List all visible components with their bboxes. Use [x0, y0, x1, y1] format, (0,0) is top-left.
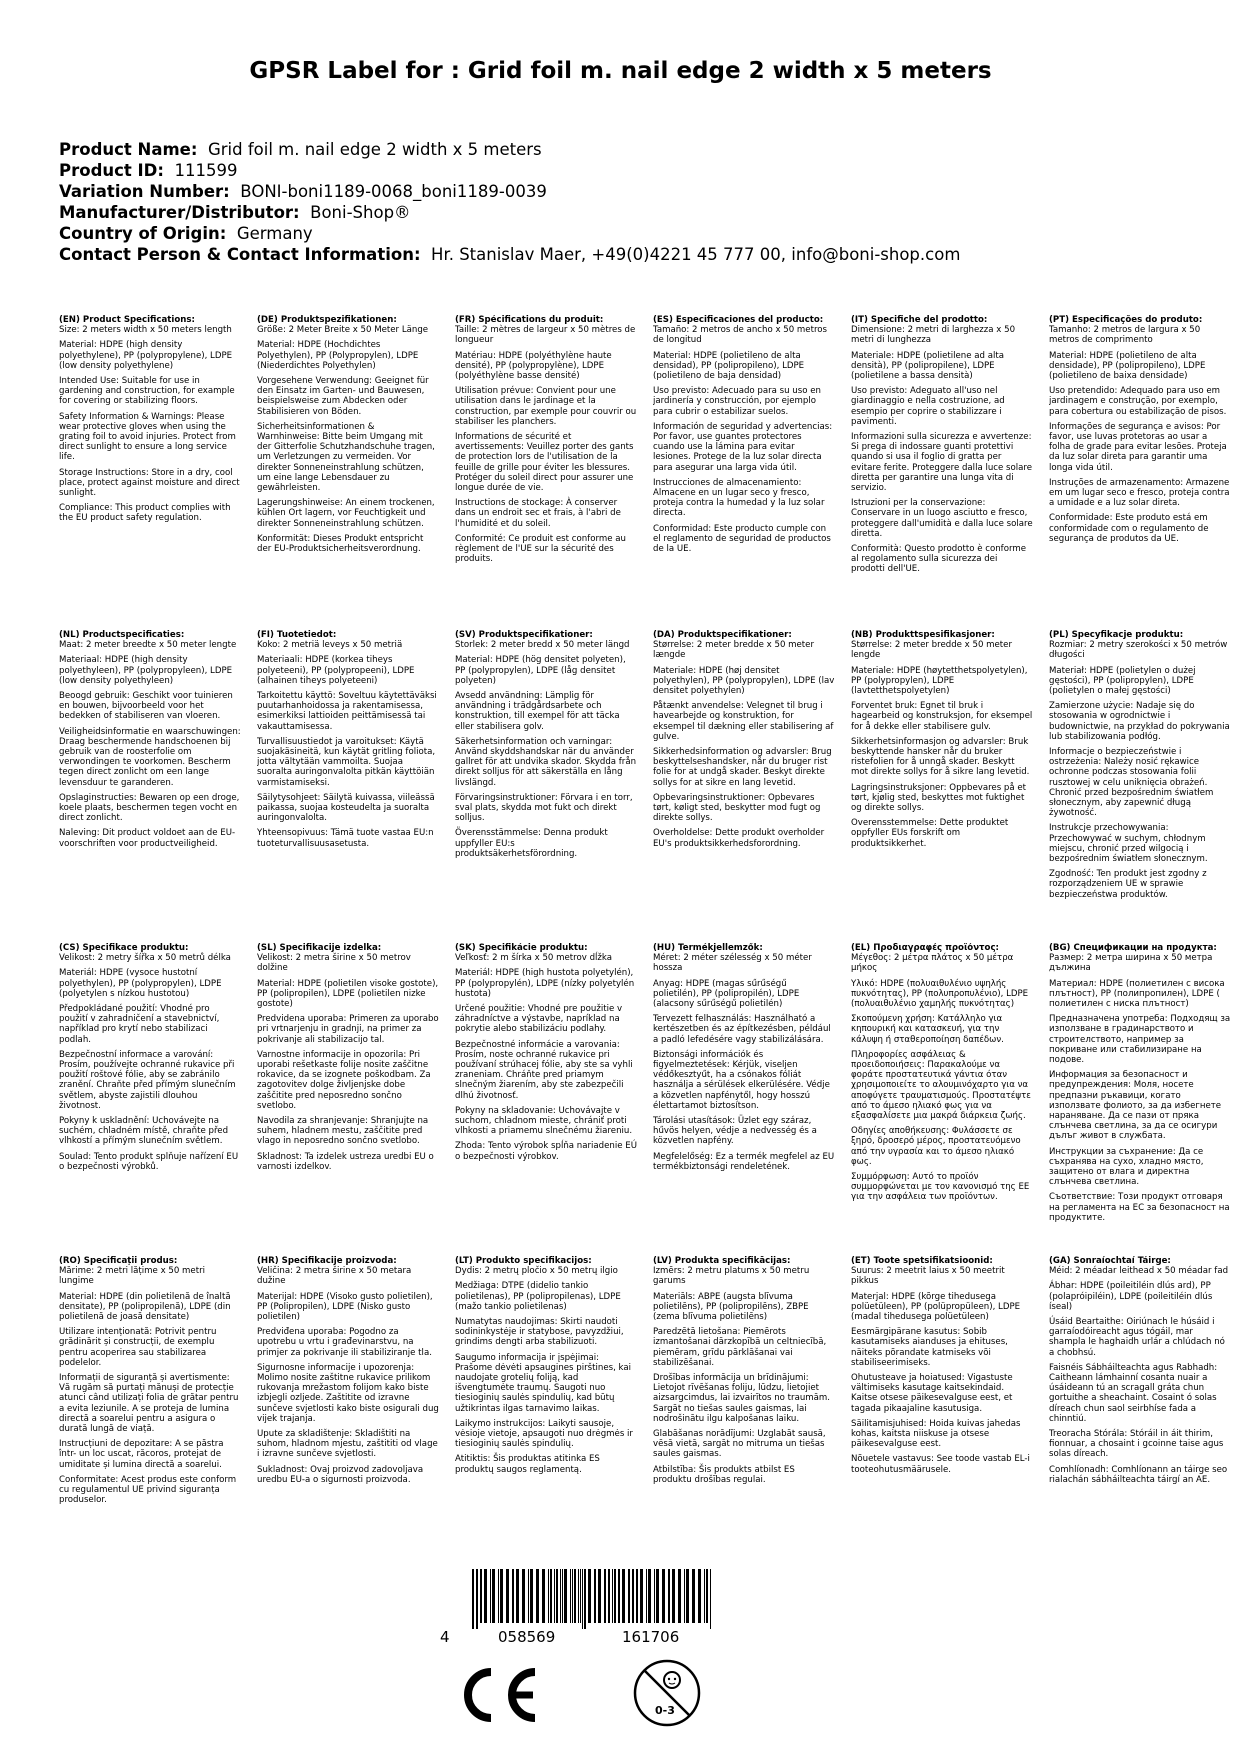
spec-line: Συμμόρφωση: Αυτό το προϊόν συμμορφώνεται με τον κανονισμό της ΕΕ για την ασφάλεια των προϊόντων.	[851, 1172, 1030, 1203]
spec-line: Material: HDPE (hög densitet polyeten), PP (polypropylen), LDPE (låg densitet polyeten)	[455, 655, 626, 686]
spec-line: Eesmärgipärane kasutus: Sobib kasutamiseks aianduses ja ehituses, näiteks põrandate katmiseks või stabiliseerimiseks.	[851, 1327, 1008, 1368]
spec-block	[653, 315, 835, 623]
spec-line: Μέγεθος: 2 μέτρα πλάτος x 50 μέτρα μήκος	[851, 953, 1014, 974]
spec-block-heading: (SK) Špecifikácie produktu:	[455, 943, 588, 953]
info-label: Variation Number:	[59, 182, 230, 201]
spec-line: Naleving: Dit product voldoet aan de EU-voorschriften voor productveiligheid.	[59, 828, 236, 849]
barcode-bar	[574, 1569, 576, 1623]
spec-line: Saugumo informacija ir įspėjimai: Prašome dėvėti apsaugines pirštines, kai naudojate grotelių foliją, kad išvengtumėte traumų. Saugoti nuo tiesioginių saulės spindulių, kad būtų užtikrintas ilgas tarnavimo laikas.	[455, 1352, 632, 1414]
spec-block	[653, 630, 835, 938]
barcode-digits-middle: 058569	[498, 1628, 556, 1646]
info-row-manufacturer	[59, 202, 960, 223]
spec-block-heading: (PL) Specyfikacje produktu:	[1049, 630, 1184, 640]
barcode-bar	[706, 1569, 708, 1623]
spec-line: Laikymo instrukcijos: Laikyti sausoje, vėsioje vietoje, apsaugoti nuo drėgmės ir tiesioginių saulės spindulių.	[455, 1418, 633, 1450]
spec-block	[59, 1256, 241, 1556]
spec-line: Överensstämmelse: Denna produkt uppfyller EU:s produktsäkerhetsförordning.	[455, 828, 608, 859]
spec-line: Méret: 2 méter szélesség x 50 méter hossza	[653, 953, 812, 974]
spec-line: Storage Instructions: Store in a dry, cool place, protect against moisture and direct sunlight.	[59, 467, 240, 499]
spec-block	[59, 315, 241, 623]
spec-block	[455, 1256, 637, 1556]
spec-line: Suurus: 2 meetrit laius x 50 meetrit pikkus	[851, 1266, 1005, 1287]
spec-line: Atbilstība: Šis produkts atbilst ES produktu drošības regulai.	[653, 1464, 795, 1485]
spec-line: Navodila za shranjevanje: Shranjujte na suhem, hladnem mestu, zaščitite pred vlago in neposredno sončno svetlobo.	[257, 1116, 429, 1147]
spec-line: Οδηγίες αποθήκευσης: Φυλάσσετε σε ξηρό, δροσερό μέρος, προστατευόμενο από την υγρασία και το άμεσο ηλιακό φως.	[851, 1126, 1021, 1167]
spec-line: Informazioni sulla sicurezza e avvertenze: Si prega di indossare guanti protettivi quando si usa il foglio di gratta per evitare ferite. Proteggere dalla luce solare diretta per garantire una lunga vita di servizio.	[851, 432, 1033, 494]
spec-line: Materiale: HDPE (høj densitet polyethylen), PP (polypropylen), LDPE (lav densitet polyethylen)	[653, 665, 835, 697]
spec-line: Conformitate: Acest produs este conform cu regulamentul UE privind siguranța produselor.	[59, 1474, 237, 1506]
barcode-bar	[710, 1569, 711, 1629]
spec-block-heading: (BG) Спецификации на продукта:	[1049, 943, 1217, 953]
spec-line: Material: HDPE (polietilen visoke gostote), PP (polipropilen), LDPE (polietilen nizke gostote)	[257, 978, 439, 1010]
barcode-bar	[528, 1569, 529, 1623]
spec-block	[851, 630, 1033, 938]
barcode-bar	[648, 1569, 651, 1623]
spec-line: Tarkoitettu käyttö: Soveltuu käytettäväksi puutarhanhoidossa ja rakentamisessa, esimerkiksi lattioiden peittämisessä tai vakauttamisessa.	[257, 691, 437, 732]
barcode	[470, 1569, 714, 1629]
spec-line: Bezpečnostné informácie a varovania: Prosím, noste ochranné rukavice pri používaní strúhacej fólie, aby ste sa vyhli zraneniam. Chráňte pred priamym slnečným žiarením, aby ste zabezpečili dlhú životnosť.	[455, 1039, 633, 1101]
barcode-bar	[656, 1569, 659, 1623]
spec-block	[653, 943, 835, 1251]
spec-line: Dydis: 2 metrų pločio x 50 metrų ilgio	[455, 1266, 618, 1277]
spec-block-heading: (CS) Specifikace produktu:	[59, 943, 189, 953]
spec-line: Tervezett felhasználás: Használható a kertészetben és az építkezésben, például a padló lefedésére vagy stabilizálására.	[653, 1014, 831, 1045]
spec-line: Varnostne informacije in opozorila: Pri uporabi rešetkaste folije nosite zaščitne rokavice, da se izognete poškodbam. Za zagotovitev dolge življenjske dobe zaščitite pred neposredno sončno svetlobo.	[257, 1049, 431, 1111]
spec-block-heading: (NL) Productspecificaties:	[59, 630, 185, 640]
spec-line: Treoracha Stórála: Stóráil in áit thirim, fionnuar, a chosaint i gcoinne taise agus solas díreach.	[1049, 1429, 1224, 1460]
spec-block-heading: (IT) Specifiche del prodotto:	[851, 315, 988, 325]
barcode-digits-right: 161706	[622, 1628, 680, 1646]
spec-block	[851, 315, 1033, 623]
spec-line: Izmērs: 2 metru platums x 50 metru garums	[653, 1266, 810, 1287]
spec-line: Uso previsto: Adeguato all'uso nel giardinaggio e nella costruzione, ad esempio per coprire o stabilizzare i pavimenti.	[851, 386, 1005, 427]
spec-line: Materiál: HDPE (high hustota polyetylén), PP (polypropylén), LDPE (nízky polyetylén hustota)	[455, 968, 635, 999]
spec-line: Материал: HDPE (полиетилен с висока плътност), PP (полипропилен), LDPE ( полиетилен с ниска плътност)	[1049, 978, 1225, 1010]
barcode-bar	[556, 1569, 558, 1623]
barcode-bar	[516, 1569, 519, 1623]
info-row-variation-number	[59, 181, 960, 202]
spec-block-heading: (RO) Specificații produs:	[59, 1256, 178, 1266]
spec-line: Conformité: Ce produit est conforme au règlement de l'UE sur la sécurité des produits.	[455, 533, 626, 565]
barcode-digit-left: 4	[440, 1628, 450, 1646]
barcode-bar	[550, 1569, 552, 1623]
spec-line: Ohutusteave ja hoiatused: Vigastuste vältimiseks kasutage kaitsekindaid. Kaitse otsese päikesevalguse eest, et tagada pikaajaline kasutusiga.	[851, 1373, 1013, 1414]
spec-line: Σκοπούμενη χρήση: Κατάλληλο για κηπουρική και κατασκευή, για την κάλυψη ή σταθεροποίηση δαπέδων.	[851, 1014, 1004, 1045]
spec-line: Informações de segurança e avisos: Por favor, use luvas protetoras ao usar a folha de grade para evitar lesões. Proteja da luz solar direta para garantir uma longa vida útil.	[1049, 421, 1227, 473]
spec-line: Tamaño: 2 metros de ancho x 50 metros de longitud	[653, 325, 828, 346]
spec-line: Информация за безопасност и предупреждения: Моля, носете предпазни ръкавици, когато използвате фолиото, за да избегнете нараняване. Да се пази от пряка слънчева светлина, за да се осигури дълъг живот в службата.	[1049, 1070, 1222, 1142]
spec-line: Material: HDPE (high density polyethylene), PP (polypropylene), LDPE (low density polyethylene)	[59, 340, 233, 371]
spec-line: Beoogd gebruik: Geschikt voor tuinieren en bouwen, bijvoorbeeld voor het bedekken of stabiliseren van vloeren.	[59, 691, 233, 722]
spec-block-heading: (DE) Produktspezifikationen:	[257, 315, 397, 325]
spec-line: Instrukcje przechowywania: Przechowywać w suchym, chłodnym miejscu, chronić przed wilgocią i bezpośrednim światłem słonecznym.	[1049, 823, 1208, 865]
spec-line: Påtænkt anvendelse: Velegnet til brug i havearbejde og konstruktion, for eksempel til dækning eller stabilisering af gulve.	[653, 701, 834, 742]
spec-line: Istruzioni per la conservazione: Conservare in un luogo asciutto e fresco, proteggere dall'umidità e dalla luce solare diretta.	[851, 498, 1033, 539]
spec-line: Förvaringsinstruktioner: Förvara i en torr, sval plats, skydda mot fukt och direkt solljus.	[455, 792, 633, 824]
spec-line: Skladnost: Ta izdelek ustreza uredbi EU o varnosti izdelkov.	[257, 1151, 434, 1172]
spec-line: Größe: 2 Meter Breite x 50 Meter Länge	[257, 325, 429, 336]
barcode-bar	[646, 1569, 647, 1623]
info-label: Product ID:	[59, 161, 164, 180]
spec-line: Safety Information & Warnings: Please wear protective gloves when using the grating foil to avoid injuries. Protect from direct sunlight to ensure a long service life.	[59, 411, 236, 463]
barcode-bar	[672, 1569, 675, 1623]
spec-line: Maat: 2 meter breedte x 50 meter lengte	[59, 640, 237, 651]
spec-line: Anyag: HDPE (magas sűrűségű polietilén), PP (polipropilén), LDPE (alacsony sűrűségű polietilén)	[653, 978, 800, 1010]
spec-line: Koko: 2 metriä leveys x 50 metriä	[257, 640, 403, 651]
spec-block	[1049, 1256, 1231, 1556]
spec-line: Overholdelse: Dette produkt overholder EU's produktsikkerhedsforordning.	[653, 828, 825, 849]
spec-block	[257, 630, 439, 938]
spec-line: Πληροφορίες ασφάλειας & προειδοποιήσεις: Παρακαλούμε να φοράτε προστατευτικά γάντια όταν χρησιμοποιείτε το αλουμινόχαρτο για να αποφύγετε τραυματισμούς. Προστατέψτε από το άμεσο ηλιακό φως για να εξασφαλίσετε μια μακρά διάρκεια ζωής.	[851, 1049, 1031, 1122]
spec-line: Material: HDPE (polietileno de alta densidad), PP (polipropileno), LDPE (polietileno de baja densidad)	[653, 350, 805, 382]
spec-block	[455, 315, 637, 623]
page-title: GPSR Label for : Grid foil m. nail edge 2 width x 5 meters	[249, 58, 992, 84]
spec-line: Rozmiar: 2 metry szerokości x 50 metrów długości	[1049, 640, 1228, 661]
spec-line: Conformidad: Este producto cumple con el reglamento de seguridad de productos de la UE.	[653, 523, 831, 555]
spec-block-heading: (GA) Sonraíochtaí Táirge:	[1049, 1256, 1171, 1266]
spec-line: Určené použitie: Vhodné pre použitie v záhradníctve a výstavbe, napríklad na pokrytie alebo stabilizáciu podlahy.	[455, 1004, 623, 1035]
spec-block-heading: (HU) Termékjellemzők:	[653, 943, 763, 953]
spec-block	[1049, 630, 1231, 938]
barcode-bar	[604, 1569, 606, 1623]
barcode-bar	[560, 1569, 561, 1623]
barcode-bar	[686, 1569, 689, 1623]
spec-line: Tamanho: 2 metros de largura x 50 metros de comprimento	[1049, 325, 1201, 346]
spec-line: Materiale: HDPE (høytetthetspolyetylen), PP (polypropylen), LDPE (lavtetthetspolyetylen)	[851, 665, 1028, 697]
info-value: BONI-boni1189-0068_boni1189-0039	[240, 182, 547, 201]
info-label: Country of Origin:	[59, 224, 227, 243]
info-row-contact	[59, 244, 960, 265]
spec-line: Megfelelőség: Ez a termék megfelel az EU termékbiztonsági rendeletének.	[653, 1151, 835, 1172]
spec-line: Material: HDPE (polietileno de alta densidade), PP (polipropileno), LDPE (polietileno de baixa densidade)	[1049, 350, 1206, 382]
spec-line: Materiaal: HDPE (high density polyethyleen), PP (polypropyleen), LDPE (low density polyethyleen)	[59, 655, 233, 686]
spec-line: Numatytas naudojimas: Skirti naudoti sodininkystėje ir statybose, pavyzdžiui, grindims dengti arba stabilizuoti.	[455, 1317, 624, 1348]
spec-line: Pokyny k uskladnění: Uchovávejte na suchém, chladném místě, chraňte před vlhkostí a přímým slunečním světlem.	[59, 1116, 229, 1147]
spec-line: Съответствие: Този продукт отговаря на регламента на ЕС за безопасност на продуктите.	[1049, 1192, 1230, 1223]
barcode-bar	[608, 1569, 610, 1623]
spec-line: Paredzētā lietošana: Piemērots izmantošanai dārzkopībā un celtniecībā, piemēram, grīdu pārklāšanai vai stabilizēšanai.	[653, 1327, 827, 1368]
spec-line: Faisnéis Sábháilteachta agus Rabhadh: Caitheann lámhainní cosanta nuair a úsáideann tú an scragall gráta chun gortuithe a sheachaint. Cosaint ó solas díreach chun saol seirbhíse fada a chinntiú.	[1049, 1362, 1218, 1424]
barcode-bar	[582, 1569, 583, 1629]
barcode-bar	[506, 1569, 509, 1623]
spec-line: Materiaali: HDPE (korkea tiheys polyeteeni), PP (polypropeeni), LDPE (alhainen tiheys polyeteeni)	[257, 655, 415, 686]
barcode-bar	[594, 1569, 596, 1623]
spec-line: Materijal: HDPE (Visoko gusto polietilen), PP (Polipropilen), LDPE (Nisko gusto polietilen)	[257, 1291, 433, 1323]
spec-block	[257, 315, 439, 623]
spec-line: Zgodność: Ten produkt jest zgodny z rozporządzeniem UE w sprawie bezpieczeństwa produktów.	[1049, 869, 1207, 900]
spec-block-heading: (PT) Especificações do produto:	[1049, 315, 1203, 325]
spec-line: Veličina: 2 metra širine x 50 metara dužine	[257, 1266, 412, 1287]
spec-line: Matériau: HDPE (polyéthylène haute densité), PP (polypropylène), LDPE (polyéthylène basse densité)	[455, 350, 612, 382]
spec-block-heading: (DA) Produktspecifikationer:	[653, 630, 792, 640]
barcode-bar	[530, 1569, 533, 1623]
spec-line: Инструкции за съхранение: Да се съхранява на сухо, хладно място, защитено от влага и директна слънчева светлина.	[1049, 1146, 1204, 1188]
info-row-product-id	[59, 160, 960, 181]
barcode-bar	[572, 1569, 573, 1623]
barcode-bar	[500, 1569, 503, 1623]
spec-block	[1049, 315, 1231, 623]
spec-line: Drošības informācija un brīdinājumi: Lietojot rīvēšanas foliju, lūdzu, lietojiet aizsargcimdus, lai izvairītos no traumām. Sargāt no tiešas saules gaismas, lai nodrošinātu ilgu kalpošanas laiku.	[653, 1373, 831, 1424]
spec-block	[851, 1256, 1033, 1556]
spec-block-heading: (FI) Tuotetiedot:	[257, 630, 337, 640]
spec-line: Lagringsinstruksjoner: Oppbevares på et tørt, kjølig sted, beskyttes mot fuktighet og direkte sollys.	[851, 782, 1027, 814]
spec-line: Instrucciones de almacenamiento: Almacene en un lugar seco y fresco, proteja contra la humedad y la luz solar directa.	[653, 477, 825, 519]
spec-line: Materiale: HDPE (polietilene ad alta densità), PP (polipropilene), LDPE (polietilene a bassa densità)	[851, 350, 1005, 382]
barcode-bar	[598, 1569, 601, 1623]
spec-line: Uso previsto: Adecuado para su uso en jardinería y construcción, por ejemplo para cubrir o estabilizar suelos.	[653, 386, 821, 417]
spec-block-heading: (EL) Προδιαγραφές προϊόντος:	[851, 943, 999, 953]
barcode-bar	[490, 1569, 491, 1623]
info-label: Manufacturer/Distributor:	[59, 203, 300, 222]
spec-line: Materjal: HDPE (kõrge tihedusega polüetüleen), PP (polüpropüleen), LDPE (madal tihedusega polüetüleen)	[851, 1291, 1021, 1323]
barcode-bar	[580, 1569, 581, 1623]
spec-block-heading: (LT) Produkto specifikacijos:	[455, 1256, 592, 1266]
spec-block	[1049, 943, 1231, 1251]
age-label: 0-3	[655, 1704, 675, 1717]
spec-line: Zhoda: Tento výrobok spĺňa nariadenie EÚ o bezpečnosti výrobkov.	[455, 1141, 637, 1162]
barcode-bar	[522, 1569, 525, 1623]
spec-line: Materiál: HDPE (vysoce hustotní polyethylen), PP (polypropylen), LDPE (polyetylen s nízkou hustotou)	[59, 968, 222, 999]
spec-line: Compliance: This product complies with the EU product safety regulation.	[59, 503, 231, 524]
barcode-bar	[492, 1569, 495, 1623]
spec-block-heading: (FR) Spécifications du produit:	[455, 315, 604, 325]
spec-block	[455, 943, 637, 1251]
spec-block	[59, 630, 241, 938]
barcode-bar	[512, 1569, 514, 1623]
barcode-bar	[570, 1569, 571, 1623]
spec-block-heading: (HR) Specifikacije proizvoda:	[257, 1256, 397, 1266]
spec-line: Ábhar: HDPE (poileitiléin dlús ard), PP (polapróipiléin), LDPE (poileitiléin dlús íseal)	[1049, 1281, 1213, 1312]
spec-line: Turvallisuustiedot ja varoitukset: Käytä suojakäsineitä, kun käytät gritling foliota, jotta vältytään vammoilta. Suojaa suoralta auringonvalolta pitkän käyttöiän varmistamiseksi.	[257, 736, 436, 788]
spec-line: Säilytysohjeet: Säilytä kuivassa, viileässä paikassa, suojaa kosteudelta ja suoralta auringonvalolta.	[257, 792, 435, 824]
spec-line: Instruções de armazenamento: Armazene em um lugar seco e fresco, proteja contra a umidade e a luz solar direta.	[1049, 477, 1230, 509]
spec-line: Säilitamisjuhised: Hoida kuivas jahedas kohas, kaitsta niiskuse ja otsese päikesevalguse eest.	[851, 1418, 1021, 1450]
barcode-bar	[684, 1569, 685, 1623]
barcode-bar	[542, 1569, 545, 1623]
barcode-bar	[698, 1569, 701, 1623]
spec-line: Úsáid Beartaithe: Oiriúnach le húsáid i garraíodóireacht agus tógáil, mar shampla le haghaidh urlár a chlúdach nó a chobhsú.	[1049, 1317, 1225, 1358]
info-value: Boni-Shop®	[310, 203, 411, 222]
spec-line: Predvidena uporaba: Primeren za uporabo pri vrtnarjenju in gradnji, na primer za pokrivanje ali stabilizacijo tal.	[257, 1014, 439, 1045]
spec-line: Størrelse: 2 meter bredde x 50 meter lengde	[851, 640, 1013, 661]
spec-block	[851, 943, 1033, 1251]
info-value: Germany	[236, 224, 313, 243]
barcode-bar	[692, 1569, 695, 1623]
barcode-bar	[562, 1569, 563, 1623]
spec-line: Taille: 2 mètres de largeur x 50 mètres de longueur	[455, 325, 636, 346]
spec-line: Säkerhetsinformation och varningar: Använd skyddshandskar när du använder gallret för att undvika skador. Skydda från direkt solljus för att säkerställa en lång livslängd.	[455, 736, 637, 788]
spec-line: Informații de siguranță și avertismente: Vă rugăm să purtați mănuși de protecție atunci când utilizați folia de grătar pentru a evita leziunile. A se proteja de lumina directă a soarelui pentru a asigura o durată lungă de viață.	[59, 1373, 239, 1435]
spec-line: Informations de sécurité et avertissements: Veuillez porter des gants de protection lors de l'utilisation de la feuille de grille pour éviter les blessures. Protéger du soleil direct pour assurer une longue durée de vie.	[455, 432, 634, 494]
barcode-bar	[612, 1569, 613, 1623]
spec-line: Predviđena uporaba: Pogodno za upotrebu u vrtu i građevinarstvu, na primjer za pokrivanje ili stabiliziranje tla.	[257, 1327, 432, 1358]
barcode-bar	[578, 1569, 579, 1623]
barcode-bar	[476, 1569, 478, 1629]
spec-block	[257, 1256, 439, 1556]
barcode-bar	[548, 1569, 549, 1623]
barcode-bar	[498, 1569, 499, 1623]
spec-line: Nõuetele vastavus: See toode vastab EL-i tooteohutusmäärusele.	[851, 1454, 1030, 1475]
spec-line: Sukladnost: Ovaj proizvod zadovoljava uredbu EU-a o sigurnosti proizvoda.	[257, 1464, 424, 1485]
product-info	[59, 139, 960, 265]
spec-line: Размер: 2 метра ширина х 50 метра дължина	[1049, 953, 1213, 974]
spec-line: Vorgesehene Verwendung: Geeignet für den Einsatz im Garten- und Bauwesen, beispielsweise zum Abdecken oder Stabilisieren von Böden.	[257, 376, 429, 417]
spec-line: Veľkosť: 2 m šírka x 50 metrov dĺžka	[455, 953, 613, 964]
spec-line: Sicherheitsinformationen & Warnhinweise: Bitte beim Umgang mit der Gitterfolie Schutzhandschuhe tragen, um Verletzungen zu vermeiden. Vor direkter Sonneneinstrahlung schützen, um eine lange Lebensdauer zu gewährleisten.	[257, 421, 435, 494]
spec-block	[653, 1256, 835, 1556]
info-label: Product Name:	[59, 140, 198, 159]
barcode-bar	[588, 1569, 591, 1623]
spec-block	[455, 630, 637, 938]
spec-line: Opslaginstructies: Bewaren op een droge, koele plaats, beschermen tegen vocht en direct zonlicht.	[59, 792, 240, 824]
spec-line: Material: HDPE (din polietilenă de înaltă densitate), PP (polipropilenă), LDPE (din polietilenă de joasă densitate)	[59, 1291, 231, 1323]
spec-block	[257, 943, 439, 1251]
barcode-bar	[704, 1569, 705, 1623]
spec-block-heading: (NB) Produkttspesifikasjoner:	[851, 630, 995, 640]
spec-block-heading: (ET) Toote spetsifikatsioonid:	[851, 1256, 993, 1266]
barcode-bar	[622, 1569, 625, 1623]
spec-line: Conformità: Questo prodotto è conforme al regolamento sulla sicurezza dei prodotti dell'UE.	[851, 544, 1026, 575]
spec-line: Upute za skladištenje: Skladištiti na suhom, hladnom mjestu, zaštititi od vlage i izravne sunčeve svjetlosti.	[257, 1429, 438, 1460]
spec-line: Avsedd användning: Lämplig för användning i trädgårdsarbete och konstruktion, till exempel för att täcka eller stabilisera golv.	[455, 691, 620, 732]
barcode-bar	[640, 1569, 643, 1623]
spec-block-heading: (SL) Specifikacije izdelka:	[257, 943, 382, 953]
barcode-bar	[484, 1569, 487, 1623]
barcode-bar	[472, 1569, 474, 1629]
spec-line: Velikost: 2 metry šířka x 50 metrů délka	[59, 953, 231, 964]
spec-block-heading: (ES) Especificaciones del producto:	[653, 315, 824, 325]
barcode-bar	[662, 1569, 665, 1623]
barcode-bar	[636, 1569, 638, 1623]
spec-line: Υλικό: HDPE (πολυαιθυλένιο υψηλής πυκνότητας), PP (πολυπροπυλένιο), LDPE (πολυαιθυλένιο χαμηλής πυκνότητας)	[851, 978, 1029, 1010]
spec-line: Uso pretendido: Adequado para uso em jardinagem e construção, por exemplo, para cobertura ou estabilização de pisos.	[1049, 386, 1227, 417]
spec-line: Pokyny na skladovanie: Uchovávajte v suchom, chladnom mieste, chrániť proti vlhkosti a priamemu slnečnému žiareniu.	[455, 1105, 633, 1137]
not-for-children-0-3-icon	[632, 1658, 702, 1728]
barcode-bar	[654, 1569, 655, 1623]
spec-line: Størrelse: 2 meter bredde x 50 meter længde	[653, 640, 815, 661]
spec-line: Bezpečnostní informace a varování: Prosím, používejte ochranné rukavice při použití roštové fólie, aby se zabránilo zranění. Chraňte před přímým slunečním světlem, abyste zajistili dlouhou životnost.	[59, 1049, 236, 1111]
spec-line: Utilizare intenționată: Potrivit pentru grădinărit și construcții, de exemplu pentru acoperirea sau stabilizarea podelelor.	[59, 1327, 217, 1368]
spec-line: Yhteensopivuus: Tämä tuote vastaa EU:n tuoteturvallisuusasetusta.	[257, 828, 434, 849]
spec-line: Velikost: 2 metra širine x 50 metrov dolžine	[257, 953, 411, 974]
spec-line: Overensstemmelse: Dette produktet oppfyller EUs forskrift om produktsikkerhet.	[851, 818, 1009, 849]
info-value: Grid foil m. nail edge 2 width x 5 meters	[207, 140, 542, 159]
barcode-bar	[628, 1569, 630, 1623]
spec-line: Veiligheidsinformatie en waarschuwingen: Draag beschermende handschoenen bij gebruik van de roosterfolie om verwondingen te voorkomen. Bescherm tegen direct zonlicht om een lange levensduur te garanderen.	[59, 726, 241, 788]
info-row-product-name	[59, 139, 960, 160]
spec-line: Size: 2 meters width x 50 meters length	[59, 325, 232, 336]
barcode-bar	[668, 1569, 670, 1623]
spec-line: Atitiktis: Šis produktas atitinka ES produktų saugos reglamentą.	[455, 1454, 600, 1475]
barcode-bar	[480, 1569, 482, 1623]
spec-line: Konformität: Dieses Produkt entspricht der EU-Produktsicherheitsverordnung.	[257, 533, 424, 555]
barcode-bar	[678, 1569, 681, 1623]
spec-line: Sikkerhetsinformasjon og advarsler: Bruk beskyttende hansker når du bruker ristefolien for å unngå skader. Beskytt mot direkte sollys for å sikre lang levetid.	[851, 736, 1030, 778]
spec-line: Intended Use: Suitable for use in gardening and construction, for example for covering or stabilizing floors.	[59, 376, 235, 407]
spec-block-heading: (LV) Produkta specifikācijas:	[653, 1256, 791, 1266]
spec-line: Предназначена употреба: Подходящ за използване в градинарството и строителството, например за покриване или стабилизиране на подове.	[1049, 1014, 1231, 1066]
spec-line: Conformidade: Este produto está em conformidade com o regulamento de segurança de produtos da UE.	[1049, 513, 1209, 544]
info-value: 111599	[174, 161, 238, 180]
spec-block	[59, 943, 241, 1251]
spec-line: Tárolási utasítások: Üzlet egy száraz, hűvös helyen, védje a nedvesség és a közvetlen napfény.	[653, 1116, 817, 1147]
info-value: Hr. Stanislav Maer, +49(0)4221 45 777 00, info@boni-shop.com	[431, 245, 961, 264]
spec-line: Sigurnosne informacije i upozorenja: Molimo nosite zaštitne rukavice prilikom rukovanja mrežastom folijom kako biste izbjegli ozljede. Zaštitite od izravne sunčeve svjetlosti kako biste osigurali dug vijek trajanja.	[257, 1362, 439, 1424]
spec-line: Comhlíonadh: Comhlíonann an táirge seo rialachán sábháilteachta táirgí an AE.	[1049, 1464, 1228, 1485]
spec-line: Forventet bruk: Egnet til bruk i hagearbeid og konstruksjon, for eksempel for å dekke eller stabilisere gulv.	[851, 701, 1033, 732]
spec-line: Medžiaga: DTPE (didelio tankio polietilenas), PP (polipropilenas), LDPE (mažo tankio polietilenas)	[455, 1281, 621, 1312]
spec-line: Información de seguridad y advertencias: Por favor, use guantes protectores cuando use la lámina para evitar lesiones. Protege de la luz solar directa para asegurar una larga vida útil.	[653, 421, 833, 473]
spec-line: Méid: 2 méadar leithead x 50 méadar fad	[1049, 1266, 1229, 1277]
spec-line: Předpokládané použití: Vhodné pro použití v zahradničení a stavebnictví, například pro krytí nebo stabilizaci podlah.	[59, 1004, 220, 1045]
info-label: Contact Person & Contact Information:	[59, 245, 421, 264]
spec-line: Instrucțiuni de depozitare: A se păstra într- un loc uscat, răcoros, protejat de umiditate și lumina directă a soarelui.	[59, 1439, 224, 1470]
barcode-bar	[584, 1569, 586, 1629]
spec-block-heading: (EN) Product Specifications:	[59, 315, 195, 325]
spec-line: Lagerungshinweise: An einem trockenen, kühlen Ort lagern, vor Feuchtigkeit und direkter Sonneneinstrahlung schützen.	[257, 498, 435, 529]
ce-mark-icon	[453, 1664, 538, 1726]
barcode-bar	[564, 1569, 567, 1623]
spec-line: Dimensione: 2 metri di larghezza x 50 metri di lunghezza	[851, 325, 1016, 346]
spec-block-heading: (SV) Produktspecifikationer:	[455, 630, 593, 640]
barcode-bar	[632, 1569, 634, 1623]
spec-line: Biztonsági információk és figyelmeztetések: Kérjük, viseljen védőkesztyűt, ha a csónakos fóliát használja a sérülések elkerülésére. Védje a közvetlen napfénytől, hogy hosszú élettartamot biztosítson.	[653, 1049, 830, 1111]
barcode-digits	[440, 1628, 720, 1646]
spec-line: Glabāšanas norādījumi: Uzglabāt sausā, vēsā vietā, sargāt no mitruma un tiešas saules gaismas.	[653, 1429, 826, 1460]
spec-line: Materiāls: ABPE (augsta blīvuma polietilēns), PP (polipropilēns), ZBPE (zema blīvuma polietilēns)	[653, 1291, 809, 1323]
spec-line: Utilisation prévue: Convient pour une utilisation dans le jardinage et la construction, par exemple pour couvrir ou stabiliser les planchers.	[455, 386, 637, 427]
spec-line: Soulad: Tento produkt splňuje nařízení EU o bezpečnosti výrobků.	[59, 1151, 239, 1172]
spec-line: Opbevaringsinstruktioner: Opbevares tørt, køligt sted, beskytter mod fugt og direkte sollys.	[653, 792, 821, 824]
barcode-bar	[618, 1569, 620, 1623]
spec-line: Mărime: 2 metri lățime x 50 metri lungime	[59, 1266, 206, 1287]
barcode-bar	[554, 1569, 555, 1623]
spec-line: Informacje o bezpieczeństwie i ostrzeżenia: Należy nosić rękawice ochronne podczas stosowania folii rusztowej w celu uniknięcia obrażeń. Chronić przed bezpośrednim światłem słonecznym, aby zapewnić długą żywotność.	[1049, 747, 1214, 819]
spec-line: Materiał: HDPE (polietylen o dużej gęstości), PP (polipropylen), LDPE (polietylen o małej gęstości)	[1049, 665, 1196, 697]
barcode-bar	[536, 1569, 539, 1623]
spec-line: Sikkerhedsinformation og advarsler: Brug beskyttelseshandsker, når du bruger rist folie for at undgå skader. Beskyt direkte sollys for at sikre en lang levetid.	[653, 747, 832, 788]
spec-line: Zamierzone użycie: Nadaje się do stosowania w ogrodnictwie i budownictwie, na przykład do pokrywania lub stabilizowania podłóg.	[1049, 701, 1230, 742]
info-row-country	[59, 223, 960, 244]
spec-line: Storlek: 2 meter bredd x 50 meter längd	[455, 640, 630, 651]
barcode-bar	[614, 1569, 616, 1623]
spec-line: Material: HDPE (Hochdichtes Polyethylen), PP (Polypropylen), LDPE (Niederdichtes Polyethylen)	[257, 340, 419, 371]
spec-line: Instructions de stockage: À conserver dans un endroit sec et frais, à l'abri de l'humidité et du soleil.	[455, 498, 621, 529]
